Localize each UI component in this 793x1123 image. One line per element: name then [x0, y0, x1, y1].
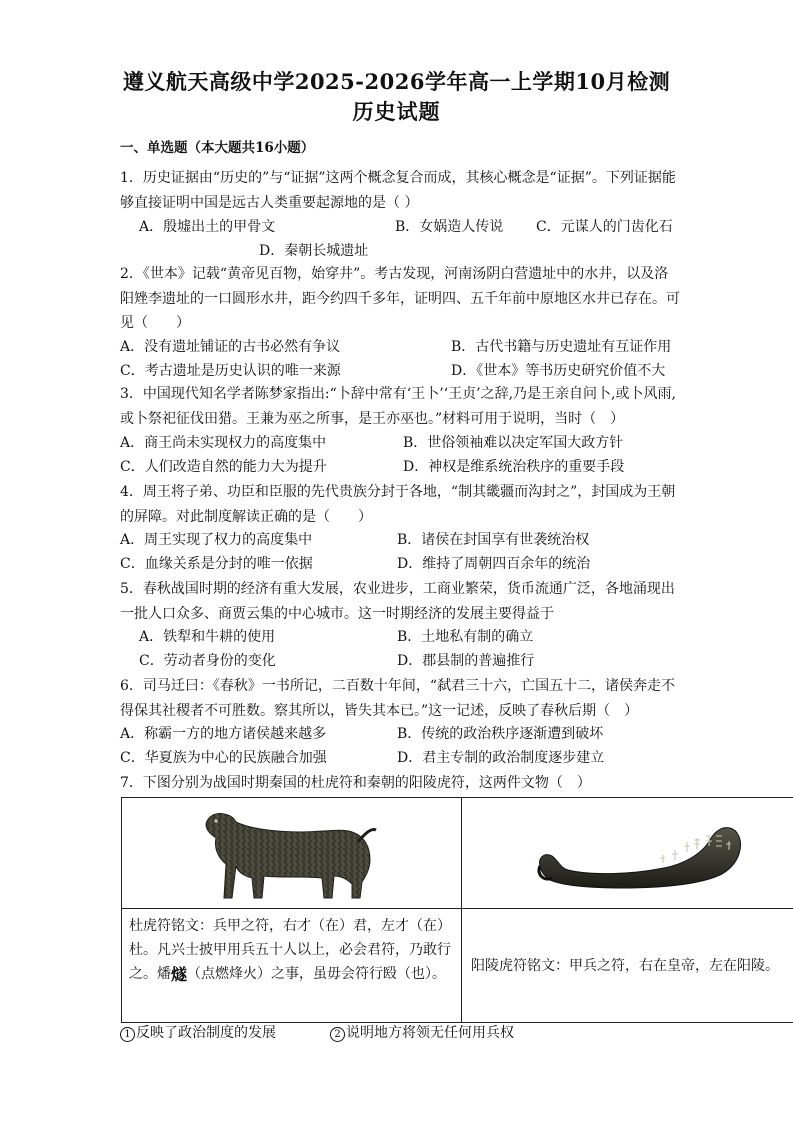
question-2-option-d: D．《世本》等书历史研究价值不大	[451, 363, 666, 379]
question-1-option-a: A．殷墟出土的甲骨文	[139, 219, 276, 235]
yangling-tiger-tally-inscription: 阳陵虎符铭文：甲兵之符，右在皇帝，左在阳陵。	[471, 958, 779, 974]
question-5-option-a: A．铁犁和牛耕的使用	[139, 629, 276, 645]
question-6-option-b: B．传统的政治秩序逐渐遭到破坏	[397, 726, 604, 742]
question-5-option-d: D．郡县制的普遍推行	[397, 653, 535, 669]
question-3-option-d: D．神权是维系统治秩序的重要手段	[403, 459, 625, 475]
tiger-tally-table	[121, 797, 793, 1023]
question-3-option-b: B．世俗领袖难以决定军国大政方针	[403, 435, 624, 451]
exam-title: 遵义航天高级中学2025-2026学年高一上学期10月检测	[122, 69, 671, 94]
question-2-stem: 2．《世本》记载“黄帝见百物，始穿井”。考古发现，河南汤阴白营遗址中的水井，以及洛阳矬李遗址的一口圆形水井，距今约四千多年，证明四、五千年前中原地区水井已存在。可见（ ）	[120, 266, 680, 331]
du-tiger-tally-image	[202, 802, 377, 902]
question-1-option-b: B．女娲造人传说	[395, 219, 504, 235]
question-4-option-b: B．诸侯在封国享有世袭统治权	[397, 532, 590, 548]
question-2-option-b: B．古代书籍与历史遗址有互证作用	[451, 339, 672, 355]
table-divider-vertical	[461, 798, 462, 1022]
exam-subtitle: 历史试题	[352, 99, 441, 124]
question-4-option-d: D．维持了周朝四百余年的统治	[397, 556, 591, 572]
question-6-option-c: C．华夏族为中心的民族融合加强	[120, 750, 327, 766]
question-6-option-a: A．称霸一方的地方诸侯越来越多	[120, 726, 327, 742]
question-1-option-c: C．元谋人的门齿化石	[536, 219, 673, 235]
question-2-option-a: A．没有遗址铺证的古书必然有争议	[120, 339, 341, 355]
du-inscription-part1: 杜虎符铭文：兵甲之符，右才（在）君，左才（在）杜。凡兴士披甲用兵五十人以上，必会君符，乃敢行之。燔	[129, 918, 451, 982]
question-6-option-d: D．君主专制的政治制度逐步建立	[397, 750, 605, 766]
yangling-tiger-tally-image	[534, 818, 744, 890]
question-3-option-c: C．人们改造自然的能力大为提升	[120, 459, 327, 475]
question-1-option-d: D．秦朝长城遗址	[259, 243, 369, 259]
question-3-stem: 3．中国现代知名学者陈梦家指出:“卜辞中常有‘王卜’‘王贞’之辞,乃是王亲自问卜,或卜风雨,或卜祭祀征伐田猎。王兼为巫之所事，是王亦巫也。”材料可用于说明，当时（ ）	[120, 386, 676, 427]
question-7-stem: 7．下图分别为战国时期秦国的杜虎符和秦朝的阳陵虎符，这两件文物（ ）	[120, 775, 591, 791]
question-5-option-b: B．土地私有制的确立	[397, 629, 534, 645]
question-4-option-a: A．周王实现了权力的高度集中	[120, 532, 313, 548]
du-inscription-part2: （点燃烽火）之事，虽毋会符行殹（也）。	[187, 966, 447, 982]
question-7-statement-2	[330, 1023, 514, 1043]
question-6-stem: 6．司马迁曰：《春秋》一书所记，二百数十年间，“弑君三十六，亡国五十二，诸侯奔走不得保其社稷者不可胜数。察其所以，皆失其本已。”这一记述，反映了春秋后期（ ）	[120, 678, 676, 719]
question-3-option-a: A．商王尚未实现权力的高度集中	[120, 435, 327, 451]
section-heading: 一、单选题（本大题共16小题）	[120, 140, 315, 156]
question-5-option-c: C．劳动者身份的变化	[139, 653, 276, 669]
table-divider-horizontal	[122, 908, 793, 909]
statement-2-text: 说明地方将领无任何用兵权	[346, 1025, 514, 1041]
du-tiger-tally-inscription	[129, 914, 455, 987]
rare-glyph-sui: 燧	[171, 965, 188, 984]
question-4-option-c: C．血缘关系是分封的唯一依据	[120, 556, 313, 572]
circled-number-2: 2	[330, 1027, 345, 1042]
question-4-stem: 4．周王将子弟、功臣和臣服的先代贵族分封于各地，“制其畿疆而沟封之”，封国成为王朝的屏障。对此制度解读正确的是（ ）	[120, 484, 676, 525]
question-2-option-c: C．考古遗址是历史认识的唯一来源	[120, 363, 341, 379]
circled-number-1: 1	[120, 1027, 135, 1042]
question-5-stem: 5．春秋战国时期的经济有重大发展，农业进步，工商业繁荣，货币流通广泛，各地涌现出一批人口众多、商贾云集的中心城市。这一时期经济的发展主要得益于	[120, 581, 675, 622]
question-1-stem: 1．历史证据由“历史的”与“证据”这两个概念复合而成，其核心概念是“证据”。下列证据能够直接证明中国是远古人类重要起源地的是（ ）	[120, 170, 676, 211]
statement-1-text: 反映了政治制度的发展	[136, 1025, 276, 1041]
question-7-statement-1	[120, 1023, 276, 1043]
